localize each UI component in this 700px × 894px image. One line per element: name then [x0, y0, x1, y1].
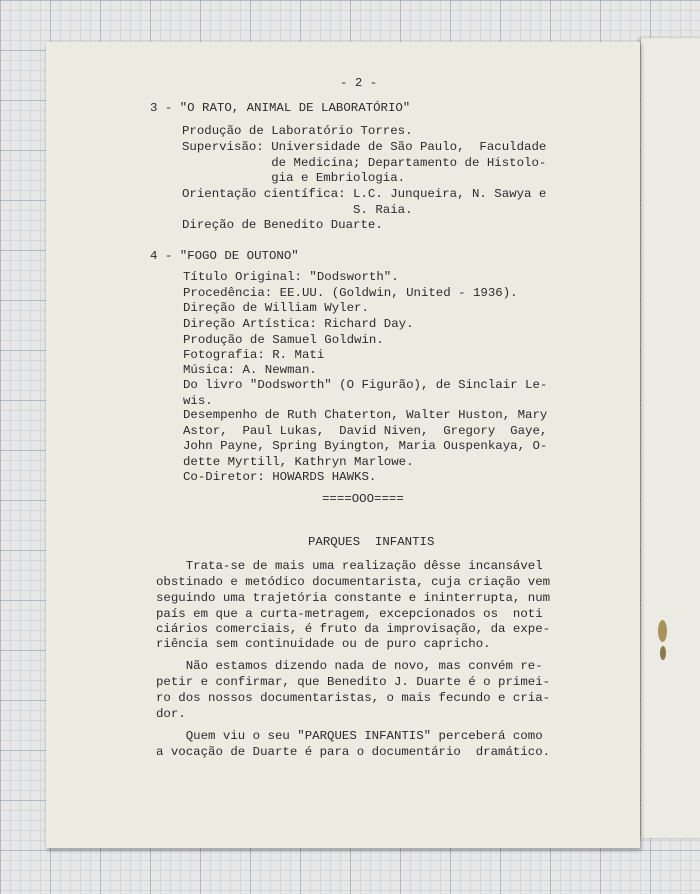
paragraph-line: Quem viu o seu "PARQUES INFANTIS" perceberá como: [156, 729, 543, 743]
paragraph-line: ro dos nossos documentaristas, o mais fecundo e cria-: [156, 691, 551, 705]
paragraph-line: petir e confirmar, que Benedito J. Duarte é o primei-: [156, 675, 551, 689]
paragraph-line: dor.: [156, 707, 186, 721]
film-heading: 3 - "O RATO, ANIMAL DE LABORATÓRIO": [150, 101, 411, 115]
credit-line: S. Raia.: [182, 203, 413, 217]
paragraph-line: ciários comerciais, é fruto da improvisação, da expe-: [156, 622, 551, 636]
paragraph-line: seguindo uma trajetória constante e ininterrupta, num: [156, 591, 551, 605]
credit-line: Direção de Benedito Duarte.: [182, 218, 383, 232]
paragraph-line: a vocação de Duarte é para o documentário dramático.: [156, 745, 551, 759]
paragraph-line: país em que a curta-metragem, excepcionados os noti: [156, 607, 543, 621]
credit-line: John Payne, Spring Byington, Maria Ouspenkaya, O-: [183, 439, 548, 453]
credit-line: Co-Diretor: HOWARDS HAWKS.: [183, 470, 377, 484]
paragraph-line: Trata-se de mais uma realização dêsse incansável: [156, 559, 543, 573]
credit-line: Música: A. Newman.: [183, 363, 317, 377]
credit-line: Produção de Samuel Goldwin.: [183, 333, 384, 347]
credit-line: Título Original: "Dodsworth".: [183, 270, 399, 284]
document-page: [46, 42, 640, 848]
section-separator: ====OOO====: [322, 492, 404, 506]
section-title: PARQUES INFANTIS: [308, 535, 435, 549]
credit-line: Direção Artística: Richard Day.: [183, 317, 414, 331]
film-heading: 4 - "FOGO DE OUTONO": [150, 249, 299, 263]
page-number: - 2 -: [340, 76, 378, 90]
credit-line: Fotografia: R. Mati: [183, 348, 325, 362]
credit-line: gia e Embriologia.: [182, 171, 406, 185]
credit-line: Direção de William Wyler.: [183, 301, 369, 315]
credit-line: Astor, Paul Lukas, David Niven, Gregory Gaye,: [183, 424, 548, 438]
credit-line: Procedência: EE.UU. (Goldwin, United - 1936).: [183, 286, 518, 300]
paragraph-line: Não estamos dizendo nada de novo, mas convém re-: [156, 659, 543, 673]
credit-line: Produção de Laboratório Torres.: [182, 124, 413, 138]
credit-line: dette Myrtill, Kathryn Marlowe.: [183, 455, 414, 469]
credit-line: Do livro "Dodsworth" (O Figurão), de Sinclair Le-: [183, 378, 548, 392]
paragraph-line: obstinado e metódico documentarista, cuja criação vem: [156, 575, 551, 589]
credit-line: Desempenho de Ruth Chaterton, Walter Huston, Mary: [183, 408, 548, 422]
stain-mark: [660, 646, 666, 660]
paragraph-line: riência sem continuidade ou de puro capricho.: [156, 637, 491, 651]
stain-mark: [658, 620, 667, 642]
adjacent-page: [641, 38, 700, 838]
credit-line: Supervisão: Universidade de São Paulo, Faculdade: [182, 140, 547, 154]
credit-line: de Medicina; Departamento de Histolo-: [182, 156, 547, 170]
credit-line: wis.: [183, 394, 213, 408]
credit-line: Orientação científica: L.C. Junqueira, N. Sawya e: [182, 187, 547, 201]
